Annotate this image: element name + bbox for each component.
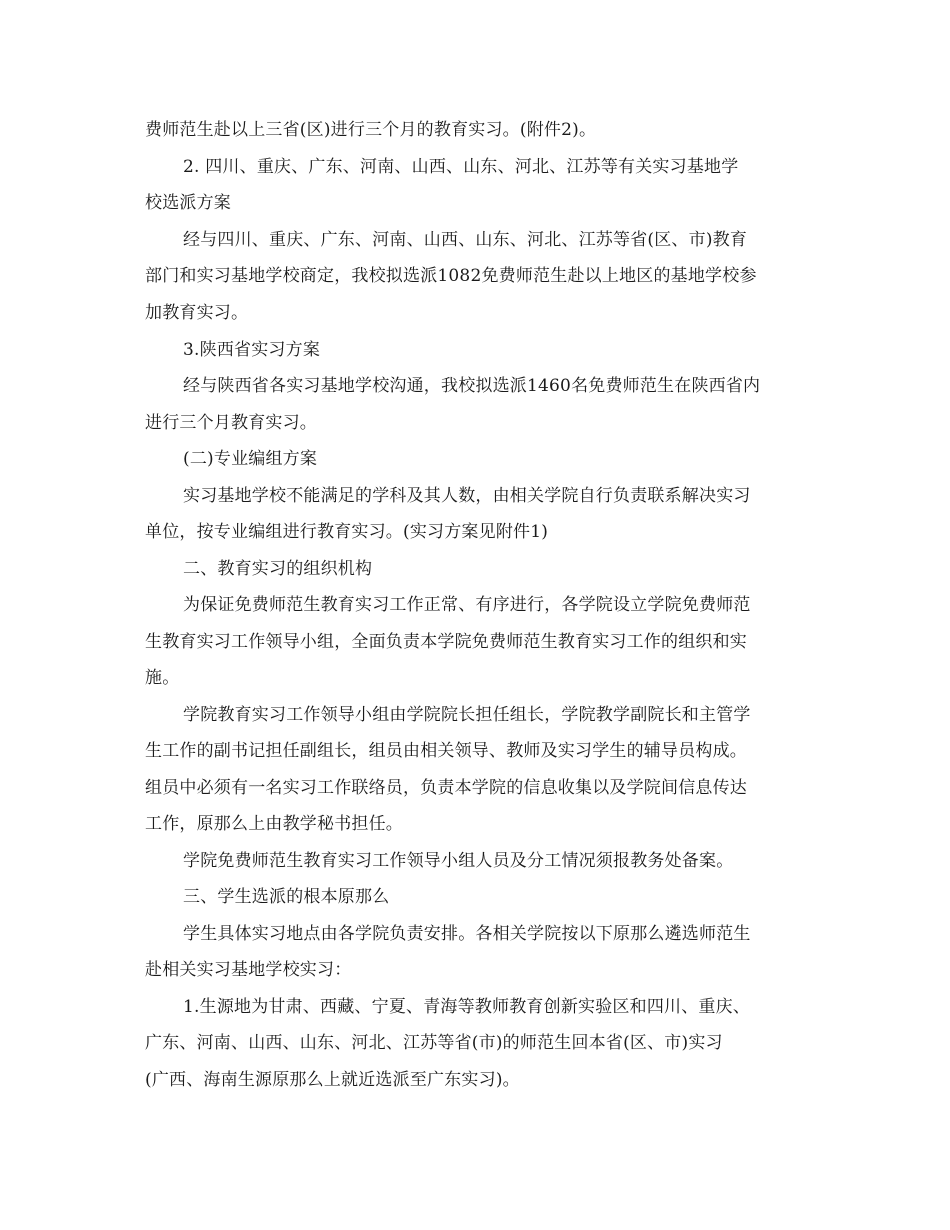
text-line: 学院免费师范生教育实习工作领导小组人员及分工情况须报教务处备案。: [183, 851, 734, 871]
section-heading: 三、学生选派的根本原那么: [183, 887, 390, 907]
text-line: 学院教育实习工作领导小组由学院院长担任组长，学院教学副院长和主管学: [183, 705, 751, 725]
text-line: 费师范生赴以上三省(区)进行三个月的教育实习。(附件2)。: [145, 120, 597, 140]
text-line: 进行三个月教育实习。: [145, 413, 317, 433]
text-line: 加教育实习。: [145, 303, 249, 323]
section-heading: 3.陕西省实习方案: [183, 340, 321, 360]
text-line: 实习基地学校不能满足的学科及其人数，由相关学院自行负责联系解决实习: [183, 486, 751, 506]
text-line: 经与陕西省各实习基地学校沟通，我校拟选派1460名免费师范生在陕西省内: [183, 376, 761, 396]
section-heading: (二)专业编组方案: [183, 449, 318, 469]
section-heading: 二、教育实习的组织机构: [183, 559, 373, 579]
text-line: 生工作的副书记担任副组长，组员由相关领导、教师及实习学生的辅导员构成。: [145, 741, 747, 761]
text-line: 为保证免费师范生教育实习工作正常、有序进行，各学院设立学院免费师范: [183, 595, 751, 615]
text-line: 1.生源地为甘肃、西藏、宁夏、青海等教师教育创新实验区和四川、重庆、: [183, 997, 751, 1017]
text-line: 工作，原那么上由教学秘书担任。: [145, 814, 403, 834]
text-line: 学生具体实习地点由各学院负责安排。各相关学院按以下原那么遴选师范生: [183, 924, 751, 944]
text-line: 校选派方案: [145, 193, 231, 213]
text-line: 经与四川、重庆、广东、河南、山西、山东、河北、江苏等省(区、市)教育: [183, 230, 748, 250]
text-line: 2. 四川、重庆、广东、河南、山西、山东、河北、江苏等有关实习基地学: [183, 157, 739, 177]
text-line: 广东、河南、山西、山东、河北、江苏等省(市)的师范生回本省(区、市)实习: [145, 1033, 723, 1053]
text-line: (广西、海南生源原那么上就近选派至广东实习)。: [145, 1070, 520, 1090]
text-line: 赴相关实习基地学校实习：: [145, 960, 352, 980]
text-line: 组员中必须有一名实习工作联络员，负责本学院的信息收集以及学院间信息传达: [145, 778, 747, 798]
text-line: 部门和实习基地学校商定，我校拟选派1082免费师范生赴以上地区的基地学校参: [145, 266, 757, 286]
text-line: 施。: [145, 668, 180, 688]
text-line: 生教育实习工作领导小组，全面负责本学院免费师范生教育实习工作的组织和实: [145, 632, 747, 652]
text-line: 单位，按专业编组进行教育实习。(实习方案见附件1): [145, 522, 549, 542]
